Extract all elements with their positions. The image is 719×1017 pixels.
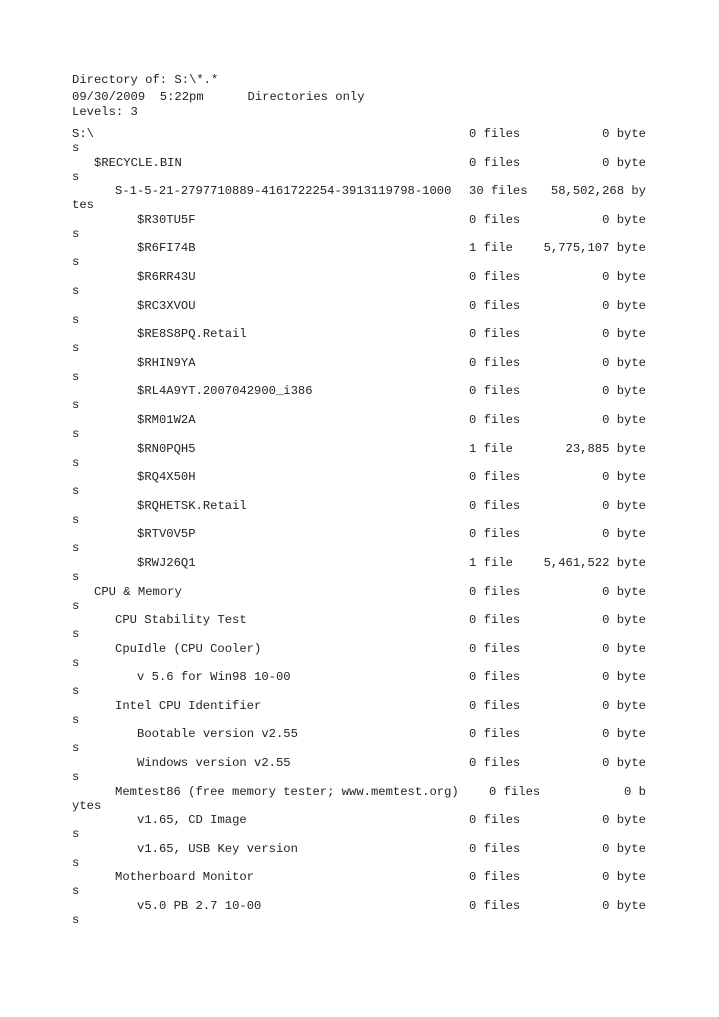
entry-size-wrap: s [72,484,80,499]
entry-size-wrap: s [72,512,80,527]
entry-file-count: 0 files [469,355,521,370]
entry-size-wrap: s [72,598,80,613]
entry-size: 0 byte [602,470,646,485]
entry-size: 0 byte [602,613,646,628]
directory-entry [0,470,719,499]
entry-file-count: 0 files [469,470,521,485]
entry-size: 0 byte [602,870,646,885]
entry-file-count: 0 files [469,899,521,914]
directory-entry [0,613,719,642]
entry-size-wrap: s [72,255,80,270]
entry-file-count: 1 file [469,441,513,456]
entry-size: 0 byte [602,813,646,828]
entry-name: $RL4A9YT.2007042900_i386 [137,384,313,399]
entry-size: 0 byte [602,698,646,713]
entry-size-wrap: s [72,827,80,842]
entry-size-wrap: s [72,283,80,298]
entry-name: $RQ4X50H [137,470,196,485]
entry-name: CPU & Memory [94,584,182,599]
entry-size: 0 byte [602,841,646,856]
entry-size-wrap: s [72,913,80,928]
directory-entry [0,527,719,556]
entry-file-count: 0 files [469,155,521,170]
entry-name: Memtest86 (free memory tester; www.memtest.org) [115,784,459,799]
entry-name: CPU Stability Test [115,613,247,628]
entry-size-wrap: s [72,770,80,785]
entry-name: $R6RR43U [137,269,196,284]
directory-entry [0,727,719,756]
directory-entry [0,442,719,471]
entry-name: $RWJ26Q1 [137,555,196,570]
entry-size: 0 byte [602,298,646,313]
entry-name: $RQHETSK.Retail [137,498,247,513]
entry-name: $RTV0V5P [137,527,196,542]
entry-file-count: 0 files [469,813,521,828]
directory-entry [0,241,719,270]
directory-entry [0,899,719,928]
directory-entry [0,213,719,242]
entry-size: 23,885 byte [565,441,646,456]
entry-file-count: 0 files [469,756,521,771]
entry-name: $RN0PQH5 [137,441,196,456]
entry-size-wrap: s [72,141,80,155]
entry-size-wrap: s [72,541,80,556]
entry-size: 5,461,522 byte [543,555,646,570]
entry-size: 0 byte [602,269,646,284]
entry-name: $R30TU5F [137,212,196,227]
entry-file-count: 0 files [469,584,521,599]
entry-size-wrap: s [72,426,80,441]
entry-file-count: 0 files [469,527,521,542]
entry-size-wrap: s [72,884,80,899]
entry-size: 0 byte [602,670,646,685]
date-time-line: 09/30/2009 5:22pm Directories only [72,90,365,104]
entry-size-wrap: s [72,169,80,184]
directory-entry [0,384,719,413]
entry-file-count: 0 files [469,870,521,885]
entry-file-count: 0 files [489,784,541,799]
entry-size: 0 byte [602,756,646,771]
directory-entry [0,842,719,871]
directory-entry [0,499,719,528]
entry-name: Motherboard Monitor [115,870,254,885]
entry-name: $RC3XVOU [137,298,196,313]
entry-size-wrap: s [72,455,80,470]
entry-size-wrap: s [72,712,80,727]
entry-size-wrap: tes [72,198,94,213]
entry-name: CpuIdle (CPU Cooler) [115,641,262,656]
entry-file-count: 0 files [469,613,521,628]
entry-size-wrap: s [72,655,80,670]
directory-tree [0,127,719,928]
entry-file-count: 1 file [469,241,513,256]
entry-file-count: 1 file [469,555,513,570]
entry-name: $RECYCLE.BIN [94,155,182,170]
entry-file-count: 0 files [469,641,521,656]
entry-file-count: 30 files [469,184,528,199]
entry-size-wrap: s [72,398,80,413]
entry-size: 0 byte [602,127,646,141]
entry-size-wrap: s [72,341,80,356]
entry-name: v5.0 PB 2.7 10-00 [137,899,262,914]
directory-entry [0,270,719,299]
entry-size: 0 byte [602,355,646,370]
entry-name: Bootable version v2.55 [137,727,298,742]
entry-size-wrap: s [72,312,80,327]
entry-name: Windows version v2.55 [137,756,291,771]
entry-name: $R6FI74B [137,241,196,256]
directory-entry [0,642,719,671]
entry-name: v1.65, USB Key version [137,841,298,856]
directory-entry [0,327,719,356]
entry-size: 0 byte [602,527,646,542]
directory-entry [0,585,719,614]
directory-entry [0,127,719,156]
entry-size: 0 byte [602,155,646,170]
entry-size-wrap: s [72,627,80,642]
directory-entry [0,813,719,842]
entry-file-count: 0 files [469,127,521,141]
entry-size: 0 byte [602,498,646,513]
entry-size: 58,502,268 by [550,184,646,199]
directory-entry [0,670,719,699]
entry-file-count: 0 files [469,698,521,713]
directory-entry [0,184,719,213]
entry-name: S:\ [72,127,94,141]
directory-entry [0,785,719,814]
levels-line: Levels: 3 [72,105,138,119]
entry-name: $RM01W2A [137,412,196,427]
entry-size-wrap: ytes [72,798,102,813]
entry-name: v1.65, CD Image [137,813,247,828]
directory-entry [0,756,719,785]
directory-entry [0,870,719,899]
entry-size: 5,775,107 byte [543,241,646,256]
entry-size: 0 byte [602,899,646,914]
entry-file-count: 0 files [469,298,521,313]
directory-entry [0,156,719,185]
entry-name: $RHIN9YA [137,355,196,370]
entry-size-wrap: s [72,684,80,699]
entry-size: 0 byte [602,727,646,742]
entry-size-wrap: s [72,855,80,870]
entry-size: 0 byte [602,412,646,427]
directory-entry [0,299,719,328]
entry-size: 0 byte [602,327,646,342]
entry-name: v 5.6 for Win98 10-00 [137,670,291,685]
entry-file-count: 0 files [469,384,521,399]
entry-name: S-1-5-21-2797710889-4161722254-3913119798-1000 [115,184,452,199]
entry-size: 0 byte [602,384,646,399]
entry-file-count: 0 files [469,841,521,856]
entry-file-count: 0 files [469,727,521,742]
entry-size-wrap: s [72,569,80,584]
entry-name: Intel CPU Identifier [115,698,262,713]
entry-file-count: 0 files [469,327,521,342]
entry-size: 0 b [624,784,646,799]
entry-name: $RE8S8PQ.Retail [137,327,247,342]
entry-size: 0 byte [602,584,646,599]
entry-size-wrap: s [72,226,80,241]
directory-path-line: Directory of: S:\*.* [72,73,219,87]
entry-size: 0 byte [602,641,646,656]
entry-file-count: 0 files [469,670,521,685]
directory-entry [0,699,719,728]
directory-entry [0,556,719,585]
directory-entry [0,413,719,442]
entry-size-wrap: s [72,369,80,384]
entry-file-count: 0 files [469,498,521,513]
entry-file-count: 0 files [469,412,521,427]
entry-file-count: 0 files [469,212,521,227]
directory-entry [0,356,719,385]
entry-file-count: 0 files [469,269,521,284]
entry-size: 0 byte [602,212,646,227]
entry-size-wrap: s [72,741,80,756]
